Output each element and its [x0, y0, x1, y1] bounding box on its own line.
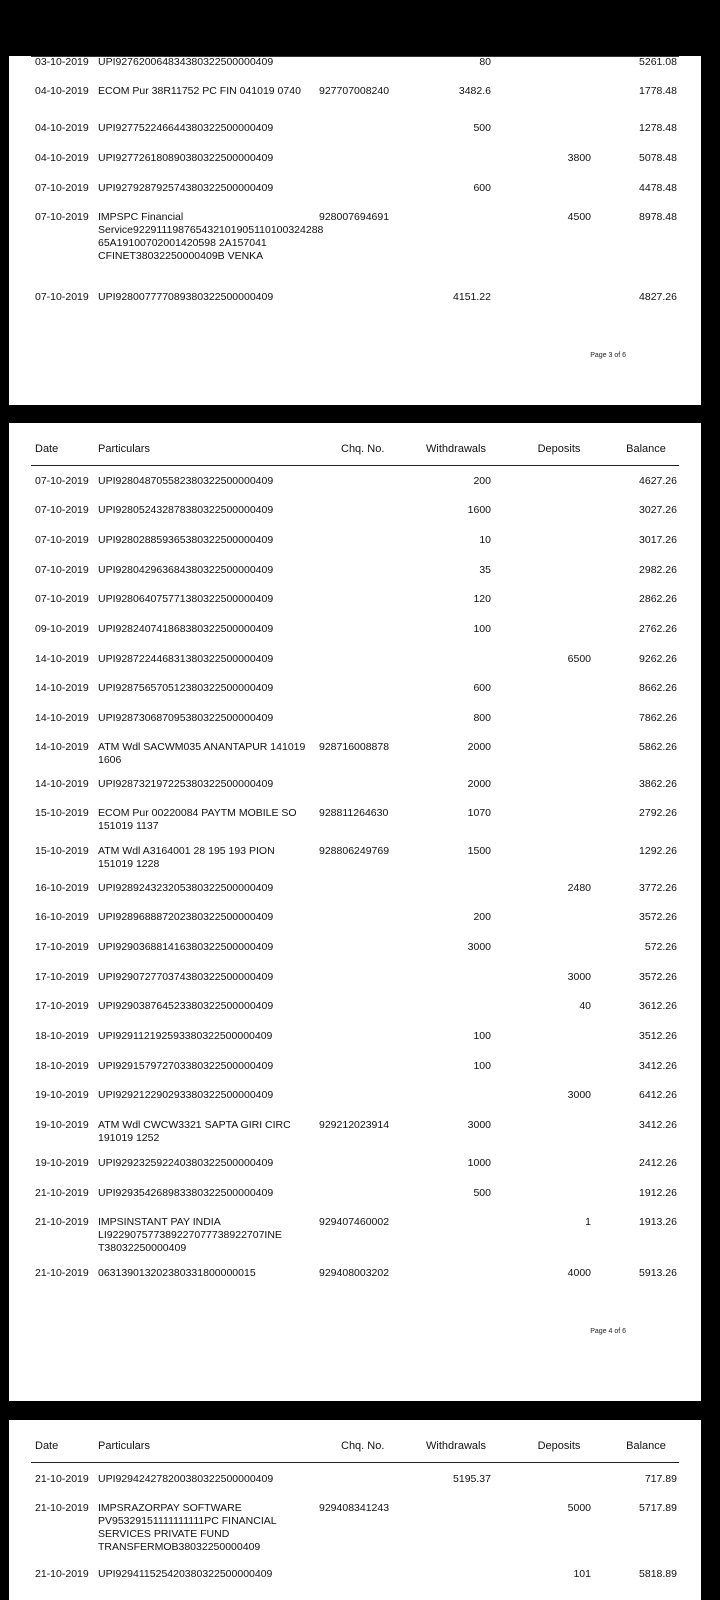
withdrawal-cell: 800: [473, 712, 491, 724]
particulars-cell: ECOM Pur 00220084 PAYTM MOBILE SO 151019 1137: [98, 807, 297, 832]
particulars-cell: UPI929232592240380322500000409: [98, 1157, 274, 1169]
particulars-cell: UPI928042963684380322500000409: [98, 564, 274, 576]
date-cell: 16-10-2019: [35, 911, 89, 923]
chq-cell: 929212023914: [319, 1119, 390, 1131]
particulars-cell: UPI929424278200380322500000409: [98, 1473, 274, 1485]
withdrawal-cell: 35: [479, 564, 491, 576]
date-cell: 09-10-2019: [35, 623, 89, 635]
header-chq: Chq. No.: [341, 443, 385, 455]
balance-cell: 1912.26: [639, 1187, 677, 1199]
balance-cell: 1278.48: [639, 122, 677, 134]
balance-cell: 5261.08: [639, 56, 677, 68]
table-header: [31, 1432, 679, 1463]
chq-cell: 928806249769: [319, 845, 390, 857]
deposit-cell: 4500: [567, 211, 591, 223]
statement-page-5: [9, 1420, 701, 1600]
balance-cell: 1292.26: [639, 845, 677, 857]
chq-cell: 929407460002: [319, 1216, 390, 1228]
balance-cell: 6412.26: [639, 1089, 677, 1101]
balance-cell: 1913.26: [639, 1216, 677, 1228]
deposit-cell: 1: [585, 1216, 591, 1228]
withdrawal-cell: 200: [473, 911, 491, 923]
particulars-cell: UPI928968887202380322500000409: [98, 911, 274, 923]
particulars-cell: UPI929038764523380322500000409: [98, 1000, 274, 1012]
balance-cell: 9262.26: [639, 653, 677, 665]
particulars-cell: UPI929036881416380322500000409: [98, 941, 274, 953]
particulars-cell: ATM Wdl A3164001 28 195 193 PION 151019 1228: [98, 845, 275, 870]
balance-cell: 3512.26: [639, 1030, 677, 1042]
withdrawal-cell: 5195.37: [453, 1473, 491, 1485]
balance-cell: 3412.26: [639, 1119, 677, 1131]
balance-cell: 4827.26: [639, 291, 677, 303]
withdrawal-cell: 200: [473, 475, 491, 487]
particulars-cell: 063139013202380331800000015: [98, 1267, 256, 1279]
deposit-cell: 101: [573, 1568, 591, 1580]
date-cell: 14-10-2019: [35, 682, 89, 694]
balance-cell: 5862.26: [639, 741, 677, 753]
balance-cell: 3572.26: [639, 971, 677, 983]
date-cell: 07-10-2019: [35, 593, 89, 605]
particulars-cell: UPI929212290293380322500000409: [98, 1089, 274, 1101]
deposit-cell: 6500: [567, 653, 591, 665]
balance-cell: 1778.48: [639, 85, 677, 97]
balance-cell: 2762.26: [639, 623, 677, 635]
particulars-cell: UPI927620064834380322500000409: [98, 56, 274, 68]
date-cell: 07-10-2019: [35, 182, 89, 194]
date-cell: 21-10-2019: [35, 1502, 89, 1514]
date-cell: 07-10-2019: [35, 211, 89, 223]
header-withdrawals: Withdrawals: [426, 1440, 486, 1452]
balance-cell: 2412.26: [639, 1157, 677, 1169]
particulars-cell: ATM Wdl SACWM035 ANANTAPUR 141019 1606: [98, 741, 306, 766]
withdrawal-cell: 500: [473, 1187, 491, 1199]
deposit-cell: 3000: [567, 971, 591, 983]
particulars-cell: UPI928064075771380322500000409: [98, 593, 274, 605]
date-cell: 18-10-2019: [35, 1030, 89, 1042]
header-balance: Balance: [626, 443, 666, 455]
date-cell: 04-10-2019: [35, 85, 89, 97]
date-cell: 04-10-2019: [35, 122, 89, 134]
date-cell: 07-10-2019: [35, 534, 89, 546]
deposit-cell: 4000: [567, 1267, 591, 1279]
chq-cell: 929408003202: [319, 1267, 390, 1279]
header-date: Date: [35, 443, 59, 455]
balance-cell: 3017.26: [639, 534, 677, 546]
balance-cell: 7862.26: [639, 712, 677, 724]
particulars-cell: IMPSPC Financial Service922911198765432101905110100324288 65A19100702001420598 2A157041 CFINET38032250000409B VENKA: [98, 211, 324, 262]
withdrawal-cell: 120: [473, 593, 491, 605]
particulars-cell: ECOM Pur 38R11752 PC FIN 041019 0740: [98, 85, 301, 97]
page-number: Page 4 of 6: [590, 1328, 626, 1335]
balance-cell: 3412.26: [639, 1060, 677, 1072]
date-cell: 14-10-2019: [35, 712, 89, 724]
date-cell: 21-10-2019: [35, 1216, 89, 1228]
date-cell: 21-10-2019: [35, 1568, 89, 1580]
header-balance: Balance: [626, 1440, 666, 1452]
withdrawal-cell: 1600: [467, 504, 491, 516]
particulars-cell: UPI928924323205380322500000409: [98, 882, 274, 894]
date-cell: 17-10-2019: [35, 971, 89, 983]
withdrawal-cell: 3000: [467, 1119, 491, 1131]
balance-cell: 8978.48: [639, 211, 677, 223]
particulars-cell: UPI929411525420380322500000409: [98, 1568, 273, 1580]
particulars-cell: ATM Wdl CWCW3321 SAPTA GIRI CIRC 191019 1252: [98, 1119, 291, 1144]
particulars-cell: UPI929354268983380322500000409: [98, 1187, 274, 1199]
deposit-cell: 5000: [567, 1502, 591, 1514]
balance-cell: 3772.26: [639, 882, 677, 894]
withdrawal-cell: 1070: [467, 807, 491, 819]
withdrawal-cell: 500: [473, 122, 491, 134]
balance-cell: 5078.48: [639, 152, 677, 164]
balance-cell: 2982.26: [639, 564, 677, 576]
chq-cell: 928007694691: [319, 211, 390, 223]
particulars-cell: UPI928722446831380322500000409: [98, 653, 274, 665]
particulars-cell: UPI928732197225380322500000409: [98, 778, 274, 790]
balance-cell: 4627.26: [639, 475, 677, 487]
withdrawal-cell: 4151.22: [453, 291, 491, 303]
particulars-cell: UPI929072770374380322500000409: [98, 971, 274, 983]
deposit-cell: 3000: [567, 1089, 591, 1101]
balance-cell: 5717.89: [639, 1502, 677, 1514]
particulars-cell: UPI928048705582380322500000409: [98, 475, 274, 487]
date-cell: 14-10-2019: [35, 653, 89, 665]
page-number: Page 3 of 6: [590, 352, 626, 359]
date-cell: 17-10-2019: [35, 941, 89, 953]
withdrawal-cell: 100: [473, 623, 491, 635]
withdrawal-cell: 100: [473, 1030, 491, 1042]
chq-cell: 928811264630: [319, 807, 389, 819]
balance-cell: 572.26: [644, 941, 677, 953]
balance-cell: 3027.26: [639, 504, 677, 516]
date-cell: 21-10-2019: [35, 1267, 89, 1279]
withdrawal-cell: 600: [473, 182, 491, 194]
date-cell: 15-10-2019: [35, 807, 89, 819]
particulars-cell: UPI928240741868380322500000409: [98, 623, 274, 635]
withdrawal-cell: 2000: [467, 778, 491, 790]
header-particulars: Particulars: [98, 443, 150, 455]
date-cell: 19-10-2019: [35, 1157, 89, 1169]
particulars-cell: UPI928052432878380322500000409: [98, 504, 274, 516]
date-cell: 14-10-2019: [35, 741, 89, 753]
particulars-cell: UPI928730687095380322500000409: [98, 712, 274, 724]
particulars-cell: UPI927726180890380322500000409: [98, 152, 274, 164]
header-particulars: Particulars: [98, 1440, 150, 1452]
date-cell: 07-10-2019: [35, 291, 89, 303]
date-cell: 03-10-2019: [35, 56, 89, 68]
balance-cell: 3612.26: [639, 1000, 677, 1012]
withdrawal-cell: 2000: [467, 741, 491, 753]
withdrawal-cell: 3000: [467, 941, 491, 953]
deposit-cell: 40: [579, 1000, 591, 1012]
date-cell: 19-10-2019: [35, 1119, 89, 1131]
particulars-cell: IMPSRAZORPAY SOFTWARE PV95329151111111111PC FINANCIAL SERVICES PRIVATE FUND TRANSFERMOB38032250000409: [98, 1502, 277, 1553]
particulars-cell: UPI928756570512380322500000409: [98, 682, 274, 694]
particulars-cell: UPI929112192593380322500000409: [98, 1030, 273, 1042]
date-cell: 17-10-2019: [35, 1000, 89, 1012]
withdrawal-cell: 80: [479, 56, 491, 68]
chq-cell: 928716008878: [319, 741, 390, 753]
balance-cell: 3862.26: [639, 778, 677, 790]
particulars-cell: UPI929157972703380322500000409: [98, 1060, 274, 1072]
particulars-cell: UPI928007777089380322500000409: [98, 291, 274, 303]
balance-cell: 717.89: [644, 1473, 677, 1485]
balance-cell: 2792.26: [639, 807, 677, 819]
withdrawal-cell: 600: [473, 682, 491, 694]
statement-page-3: [9, 56, 701, 405]
withdrawal-cell: 1500: [467, 845, 491, 857]
balance-cell: 2862.26: [639, 593, 677, 605]
chq-cell: 927707008240: [319, 85, 390, 97]
deposit-cell: 2480: [567, 882, 591, 894]
chq-cell: 929408341243: [319, 1502, 390, 1514]
balance-cell: 5818.89: [639, 1568, 677, 1580]
date-cell: 07-10-2019: [35, 504, 89, 516]
statement-page-4: [9, 423, 701, 1401]
date-cell: 21-10-2019: [35, 1187, 89, 1199]
particulars-cell: UPI927928792574380322500000409: [98, 182, 274, 194]
balance-cell: 4478.48: [639, 182, 677, 194]
withdrawal-cell: 3482.6: [458, 85, 491, 97]
balance-cell: 5913.26: [639, 1267, 677, 1279]
particulars-cell: IMPSINSTANT PAY INDIA LI922907577389227077738922707INE T38032250000409: [98, 1216, 282, 1254]
date-cell: 07-10-2019: [35, 475, 89, 487]
header-deposits: Deposits: [537, 443, 581, 455]
date-cell: 18-10-2019: [35, 1060, 89, 1072]
header-deposits: Deposits: [537, 1440, 581, 1452]
date-cell: 07-10-2019: [35, 564, 89, 576]
date-cell: 21-10-2019: [35, 1473, 89, 1485]
date-cell: 15-10-2019: [35, 845, 89, 857]
withdrawal-cell: 100: [473, 1060, 491, 1072]
date-cell: 19-10-2019: [35, 1089, 89, 1101]
header-chq: Chq. No.: [341, 1440, 385, 1452]
header-withdrawals: Withdrawals: [426, 443, 486, 455]
table-header: [31, 435, 679, 466]
balance-cell: 8662.26: [639, 682, 677, 694]
balance-cell: 3572.26: [639, 911, 677, 923]
particulars-cell: UPI928028859365380322500000409: [98, 534, 274, 546]
withdrawal-cell: 1000: [467, 1157, 491, 1169]
deposit-cell: 3800: [567, 152, 591, 164]
particulars-cell: UPI927752246644380322500000409: [98, 122, 274, 134]
header-date: Date: [35, 1440, 59, 1452]
date-cell: 16-10-2019: [35, 882, 89, 894]
date-cell: 14-10-2019: [35, 778, 89, 790]
withdrawal-cell: 10: [479, 534, 491, 546]
date-cell: 04-10-2019: [35, 152, 89, 164]
